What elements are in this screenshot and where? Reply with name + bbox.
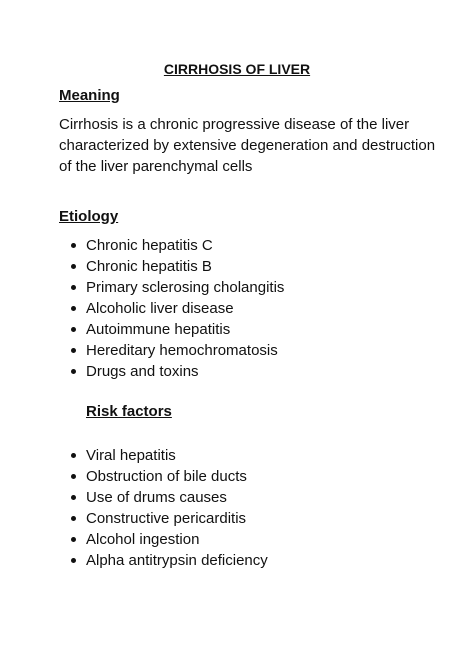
list-item (59, 235, 284, 256)
list-item (59, 466, 268, 487)
bullet-icon (71, 348, 76, 353)
list-item (59, 298, 284, 319)
bullet-icon (71, 243, 76, 248)
list-item-text: Alcohol ingestion (86, 531, 200, 548)
list-item-text: Constructive pericarditis (86, 510, 247, 527)
bullet-icon (71, 495, 76, 500)
bullet-icon (71, 306, 76, 311)
bullet-icon (71, 516, 76, 521)
list-item (59, 550, 268, 571)
bullet-icon (71, 369, 76, 374)
list-item-text: Chronic hepatitis B (86, 258, 212, 275)
risk-factors-list (59, 445, 268, 571)
list-item (59, 277, 284, 298)
bullet-icon (71, 264, 76, 269)
meaning-paragraph: Cirrhosis is a chronic progressive disease of the liver characterized by extensive degeneration and destruction of the liver parenchymal cells (59, 116, 436, 175)
meaning-heading: Meaning (59, 87, 120, 104)
list-item (59, 256, 284, 277)
list-item-text: Viral hepatitis (86, 447, 176, 464)
bullet-icon (71, 558, 76, 563)
list-item-text: Alcoholic liver disease (86, 300, 234, 317)
risk-factors-heading: Risk factors (86, 403, 172, 420)
list-item (59, 319, 284, 340)
list-item (59, 529, 268, 550)
etiology-list (59, 235, 284, 382)
list-item (59, 361, 284, 382)
etiology-heading: Etiology (59, 208, 119, 225)
bullet-icon (71, 453, 76, 458)
bullet-icon (71, 327, 76, 332)
list-item (59, 487, 268, 508)
bullet-icon (71, 285, 76, 290)
list-item-text: Drugs and toxins (86, 363, 199, 380)
list-item-text: Primary sclerosing cholangitis (86, 279, 285, 296)
list-item-text: Chronic hepatitis C (86, 237, 213, 254)
list-item (59, 340, 284, 361)
list-item-text: Use of drums causes (86, 489, 227, 506)
list-item-text: Autoimmune hepatitis (86, 321, 231, 338)
list-item-text: Alpha antitrypsin deficiency (86, 552, 268, 569)
list-item (59, 445, 268, 466)
bullet-icon (71, 537, 76, 542)
document-title: CIRRHOSIS OF LIVER (163, 61, 311, 77)
list-item-text: Hereditary hemochromatosis (86, 342, 278, 359)
list-item-text: Obstruction of bile ducts (86, 468, 247, 485)
bullet-icon (71, 474, 76, 479)
list-item (59, 508, 268, 529)
